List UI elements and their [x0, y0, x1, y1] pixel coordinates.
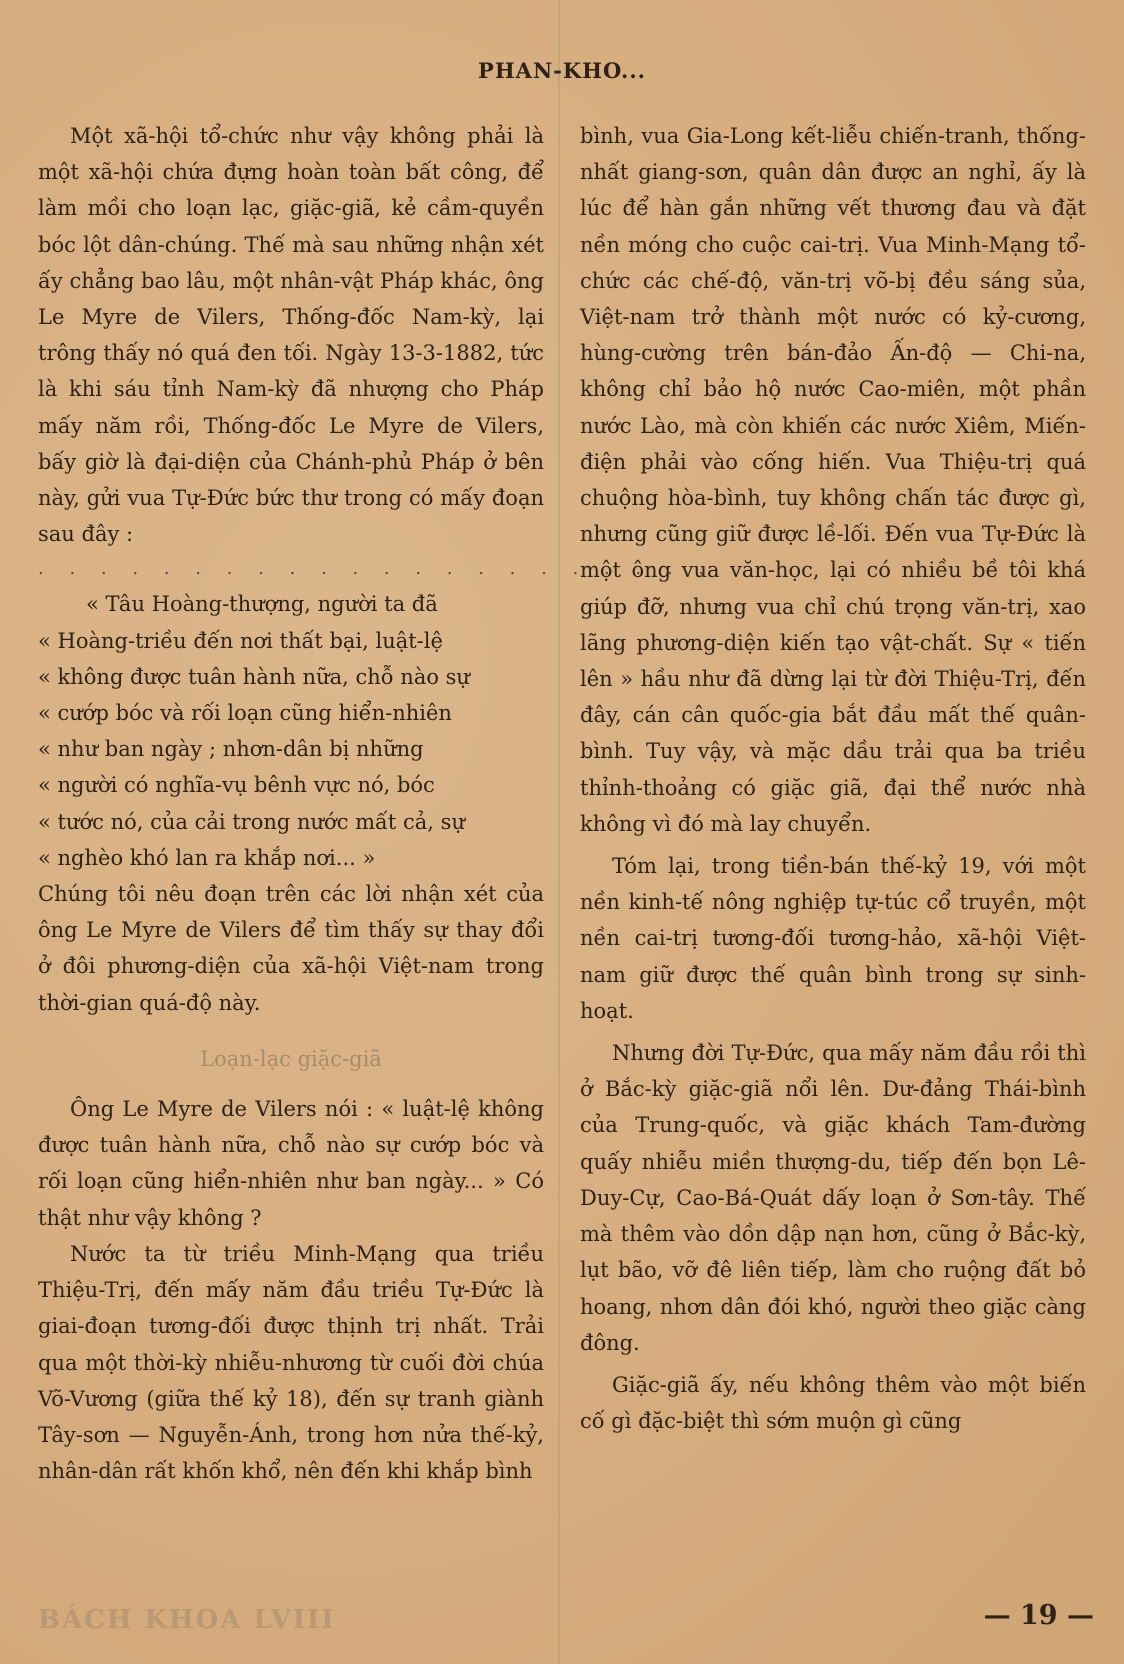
- left-paragraph-3: Nước ta từ triều Minh-Mạng qua triều Thiệu-Trị, đến mấy năm đầu triều Tự-Đức là giai-đoạn tương-đối được thịnh trị nhất. Trải qua một thời-kỳ nhiễu-nhương từ cuối đời chúa Võ-Vương (giữa thế kỷ 18), đến sự tranh giành Tây-sơn — Nguyễn-Ánh, trong hơn nửa thế-kỷ, nhân-dân rất khốn khổ, nên đến khi khắp bình: [38, 1241, 544, 1484]
- footer-publication-name: BÁCH KHOA LVIII: [38, 1605, 336, 1635]
- running-head: PHAN-KHO...: [478, 58, 646, 83]
- quote-line: « không được tuân hành nữa, chỗ nào sự: [38, 664, 470, 689]
- right-paragraph-2: Tóm lại, trong tiền-bán thế-kỷ 19, với một nền kinh-tế nông nghiệp tự-túc cổ truyền, một nền cai-trị tương-đối tương-hảo, xã-hội Việt-nam giữ được thế quân bình trong sự sinh-hoạt.: [580, 854, 1086, 1023]
- page-crease: [558, 0, 560, 1664]
- left-paragraph-1: Một xã-hội tổ-chức như vậy không phải là một xã-hội chứa đựng hoàn toàn bất công, để làm mồi cho loạn lạc, giặc-giã, kẻ cầm-quyền bóc lột dân-chúng. Thế mà sau những nhận xét ấy chẳng bao lâu, một nhân-vật Pháp khác, ông Le Myre de Vilers, Thống-đốc Nam-kỳ, lại trông thấy nó quá đen tối. Ngày 13-3-1882, tức là khi sáu tỉnh Nam-kỳ đã nhượng cho Pháp mấy năm rồi, Thống-đốc Le Myre de Vilers, bấy giờ là đại-diện của Chánh-phủ Pháp ở bên này, gửi vua Tự-Đức bức thư trong có mấy đoạn sau đây :: [38, 124, 544, 547]
- right-paragraph-1: bình, vua Gia-Long kết-liễu chiến-tranh, thống-nhất giang-sơn, quân dân được an nghỉ, ấy là lúc để hàn gắn những vết thương đau và đặt nền móng cho cuộc cai-trị. Vua Minh-Mạng tổ-chức các chế-độ, văn-trị võ-bị đều sáng sủa, Việt-nam trở thành một nước có kỷ-cương, hùng-cường trên bán-đảo Ấn-độ — Chi-na, không chỉ bảo hộ nước Cao-miên, một phần nước Lào, mà còn khiến các nước Xiêm, Miến-điện phải vào cống hiến. Vua Thiệu-trị quá chuộng hòa-bình, tuy không chấn tác được gì, nhưng cũng giữ được lề-lối. Đến vua Tự-Đức là một ông vua văn-học, lại có nhiều bề tôi khá giúp đỡ, nhưng vua chỉ chú trọng văn-trị, xao lãng phương-diện kiến tạo vật-chất. Sự « tiến lên » hầu như đã dừng lại từ đời Thiệu-Trị, đến đây, cán cân quốc-gia bắt đầu mất thế quân-bình. Tuy vậy, và mặc dầu trải qua ba triều thỉnh-thoảng có giặc giã, đại thể nước nhà không vì đó mà lay chuyển.: [580, 124, 1086, 836]
- section-subheading: Loạn-lạc giặc-giã: [200, 1046, 382, 1071]
- right-paragraph-4: Giặc-giã ấy, nếu không thêm vào một biến cố gì đặc-biệt thì sớm muộn gì cũng: [580, 1372, 1086, 1434]
- quote-line: « nghèo khó lan ra khắp nơi... »: [38, 845, 376, 870]
- quotation: [38, 586, 544, 876]
- quote-line: « Hoàng-triều đến nơi thất bại, luật-lệ: [38, 628, 443, 653]
- right-paragraph-3: Nhưng đời Tự-Đức, qua mấy năm đầu rồi thì ở Bắc-kỳ giặc-giã nổi lên. Dư-đảng Thái-bình của Trung-quốc, và giặc khách Tam-đường quấy nhiễu miền thượng-du, tiếp đến bọn Lê-Duy-Cự, Cao-Bá-Quát dấy loạn ở Sơn-tây. Thế mà thêm vào dồn dập nạn hơn, cũng ở Bắc-kỳ, lụt bão, vỡ đê liên tiếp, làm cho ruộng đất bỏ hoang, nhơn dân đói khó, người theo giặc càng đông.: [580, 1041, 1086, 1355]
- ellipsis-divider: . . . . . . . . . . . . . . . . . . . . . .: [38, 558, 715, 580]
- left-column: [38, 118, 715, 1489]
- page-number: — 19 —: [983, 1600, 1094, 1631]
- quote-line: « Tâu Hoàng-thượng, người ta đã: [86, 592, 438, 617]
- quote-line: « tước nó, của cải trong nước mất cả, sự: [38, 809, 465, 834]
- left-paragraph-after-quote: Chúng tôi nêu đoạn trên các lời nhận xét của ông Le Myre de Vilers để tìm thấy sự thay đổi ở đôi phương-diện của xã-hội Việt-nam trong thời-gian quá-độ này.: [38, 882, 544, 1015]
- quote-line: « cướp bóc và rối loạn cũng hiển-nhiên: [38, 701, 452, 726]
- quote-line: « người có nghĩa-vụ bênh vực nó, bóc: [38, 773, 435, 798]
- left-paragraph-2: Ông Le Myre de Vilers nói : « luật-lệ không được tuân hành nữa, chỗ nào sự cướp bóc và rối loạn cũng hiển-nhiên như ban ngày... » Có thật như vậy không ?: [38, 1097, 544, 1230]
- right-column: [580, 118, 1086, 1439]
- quote-line: « như ban ngày ; nhơn-dân bị những: [38, 737, 424, 762]
